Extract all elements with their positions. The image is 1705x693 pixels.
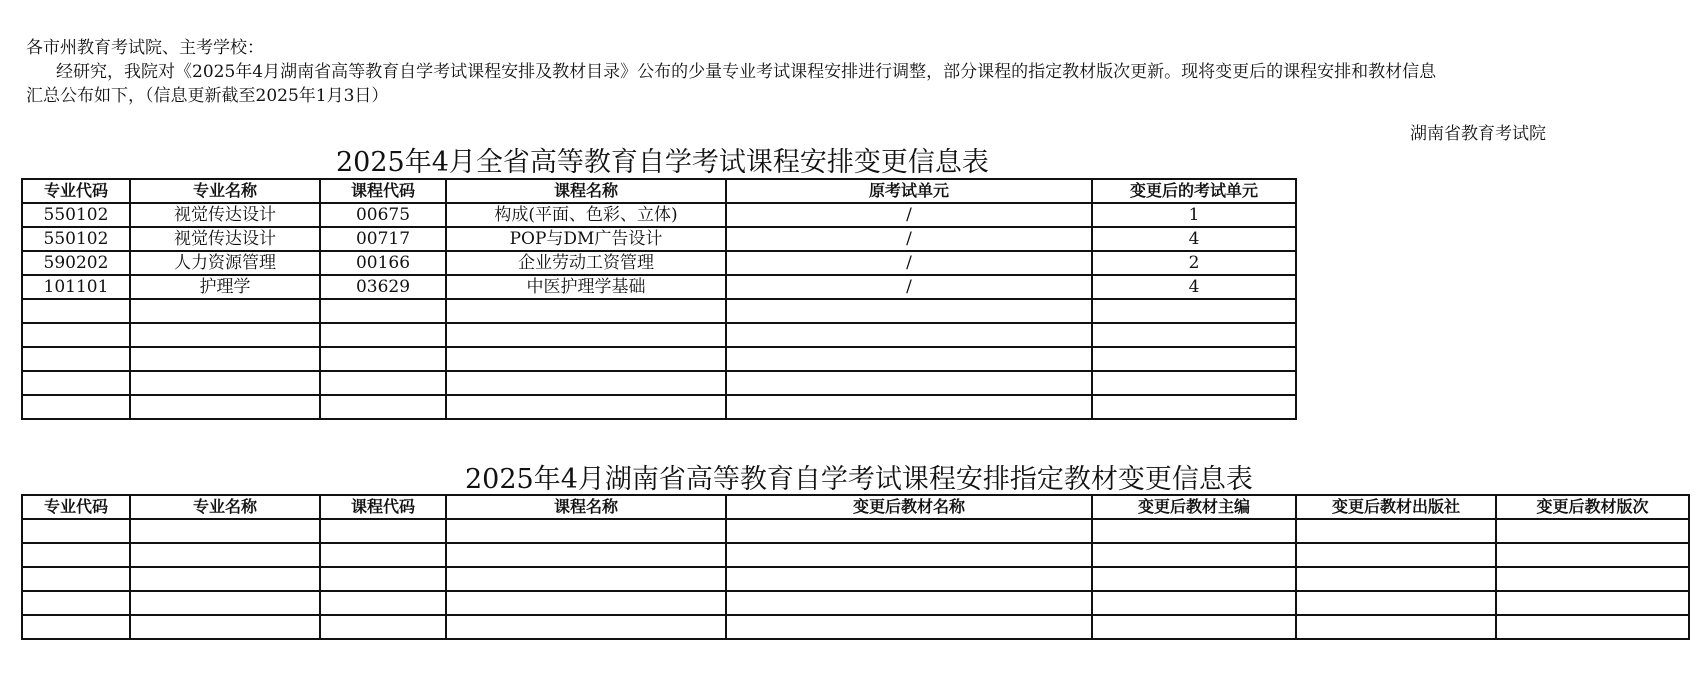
table-cell [130,371,320,395]
table-cell: 人力资源管理 [130,251,320,275]
table-row [22,543,1689,567]
table-cell [1092,615,1296,639]
table-cell: 590202 [22,251,130,275]
table-cell [726,567,1092,591]
table-cell [22,371,130,395]
table-cell [130,323,320,347]
table-cell: / [726,251,1092,275]
table-cell [446,591,726,615]
table-cell [1092,371,1296,395]
column-header: 专业名称 [130,179,320,203]
table-cell: / [726,275,1092,299]
table-row [22,371,1296,395]
table-cell: / [726,227,1092,251]
table-cell [320,615,446,639]
column-header: 专业名称 [130,495,320,519]
table-row [22,347,1296,371]
table-cell [1296,567,1496,591]
table-cell: 4 [1092,275,1296,299]
table-row [22,203,1296,227]
table-header-row [22,495,1689,519]
table-cell [726,395,1092,419]
table-cell [130,519,320,543]
column-header: 变更后教材名称 [726,495,1092,519]
textbook-change-table-title: 2025年4月湖南省高等教育自学考试课程安排指定教材变更信息表 [465,464,1253,495]
table-cell [130,347,320,371]
table-cell: 2 [1092,251,1296,275]
table-cell [1296,519,1496,543]
table-row [22,275,1296,299]
table-cell [22,323,130,347]
table-cell [726,299,1092,323]
table-cell [726,347,1092,371]
table-cell [22,519,130,543]
table-cell [446,567,726,591]
table-cell [22,299,130,323]
table-cell [1496,615,1689,639]
table-cell [320,371,446,395]
table-cell [446,519,726,543]
table-cell: 00166 [320,251,446,275]
table-cell [1296,591,1496,615]
table-cell: POP与DM广告设计 [446,227,726,251]
table-cell: 中医护理学基础 [446,275,726,299]
table-cell [1496,543,1689,567]
table-cell [726,371,1092,395]
table-cell [320,543,446,567]
table-cell: 护理学 [130,275,320,299]
column-header: 原考试单元 [726,179,1092,203]
notice-body-line2: 汇总公布如下，（信息更新截至2025年1月3日） [26,86,389,106]
table-cell [1496,519,1689,543]
notice-body-line1: 经研究，我院对《2025年4月湖南省高等教育自学考试课程安排及教材目录》公布的少量专业考试课程安排进行调整，部分课程的指定教材版次更新。现将变更后的课程安排和教材信息 [56,62,1437,82]
table-cell [130,543,320,567]
table-cell [320,299,446,323]
column-header: 课程名称 [446,179,726,203]
table-cell: 视觉传达设计 [130,203,320,227]
table-cell [1092,347,1296,371]
table-cell [726,543,1092,567]
table-row [22,567,1689,591]
table-cell [22,543,130,567]
table-cell [1092,299,1296,323]
table-cell: 550102 [22,203,130,227]
column-header: 变更后的考试单元 [1092,179,1296,203]
table-cell [1092,567,1296,591]
table-cell [320,347,446,371]
table-cell [320,323,446,347]
table-cell: 4 [1092,227,1296,251]
table-cell [726,615,1092,639]
table-cell [1296,615,1496,639]
table-cell [726,519,1092,543]
table-row [22,227,1296,251]
table-row [22,395,1296,419]
column-header: 变更后教材出版社 [1296,495,1496,519]
column-header: 课程代码 [320,179,446,203]
table-cell [130,395,320,419]
column-header: 课程代码 [320,495,446,519]
table-cell [446,395,726,419]
table-row [22,615,1689,639]
table-header-row [22,179,1296,203]
table-cell [1296,543,1496,567]
table-cell [320,591,446,615]
schedule-change-table-title: 2025年4月全省高等教育自学考试课程安排变更信息表 [336,147,989,178]
table-cell [446,299,726,323]
column-header: 专业代码 [22,495,130,519]
table-cell [320,519,446,543]
table-cell [320,567,446,591]
table-cell: / [726,203,1092,227]
table-cell [446,543,726,567]
table-row [22,323,1296,347]
table-row [22,251,1296,275]
notice-issuer: 湖南省教育考试院 [1410,124,1546,144]
column-header: 课程名称 [446,495,726,519]
table-cell [1496,591,1689,615]
table-cell [1092,519,1296,543]
table-cell [22,567,130,591]
table-cell: 00717 [320,227,446,251]
table-cell [22,347,130,371]
table-cell [446,347,726,371]
table-cell: 企业劳动工资管理 [446,251,726,275]
table-row [22,591,1689,615]
table-cell [1092,323,1296,347]
column-header: 变更后教材版次 [1496,495,1689,519]
table-cell [22,615,130,639]
table-cell [1092,591,1296,615]
table-cell [130,591,320,615]
table-cell [446,371,726,395]
table-cell: 101101 [22,275,130,299]
table-cell: 视觉传达设计 [130,227,320,251]
table-cell [446,615,726,639]
table-cell [22,395,130,419]
table-cell: 1 [1092,203,1296,227]
notice-salutation: 各市州教育考试院、主考学校： [26,38,264,58]
table-cell [726,591,1092,615]
schedule-change-table [21,178,1297,420]
table-cell [22,591,130,615]
table-cell [446,323,726,347]
table-cell [130,615,320,639]
table-cell: 03629 [320,275,446,299]
table-cell [1496,567,1689,591]
column-header: 专业代码 [22,179,130,203]
table-cell [1092,395,1296,419]
textbook-change-table [21,494,1690,640]
table-cell [320,395,446,419]
table-cell [130,299,320,323]
table-cell [1092,543,1296,567]
table-cell: 构成(平面、色彩、立体) [446,203,726,227]
table-cell [726,323,1092,347]
table-row [22,299,1296,323]
table-row [22,519,1689,543]
table-cell: 550102 [22,227,130,251]
table-cell: 00675 [320,203,446,227]
column-header: 变更后教材主编 [1092,495,1296,519]
table-cell [130,567,320,591]
